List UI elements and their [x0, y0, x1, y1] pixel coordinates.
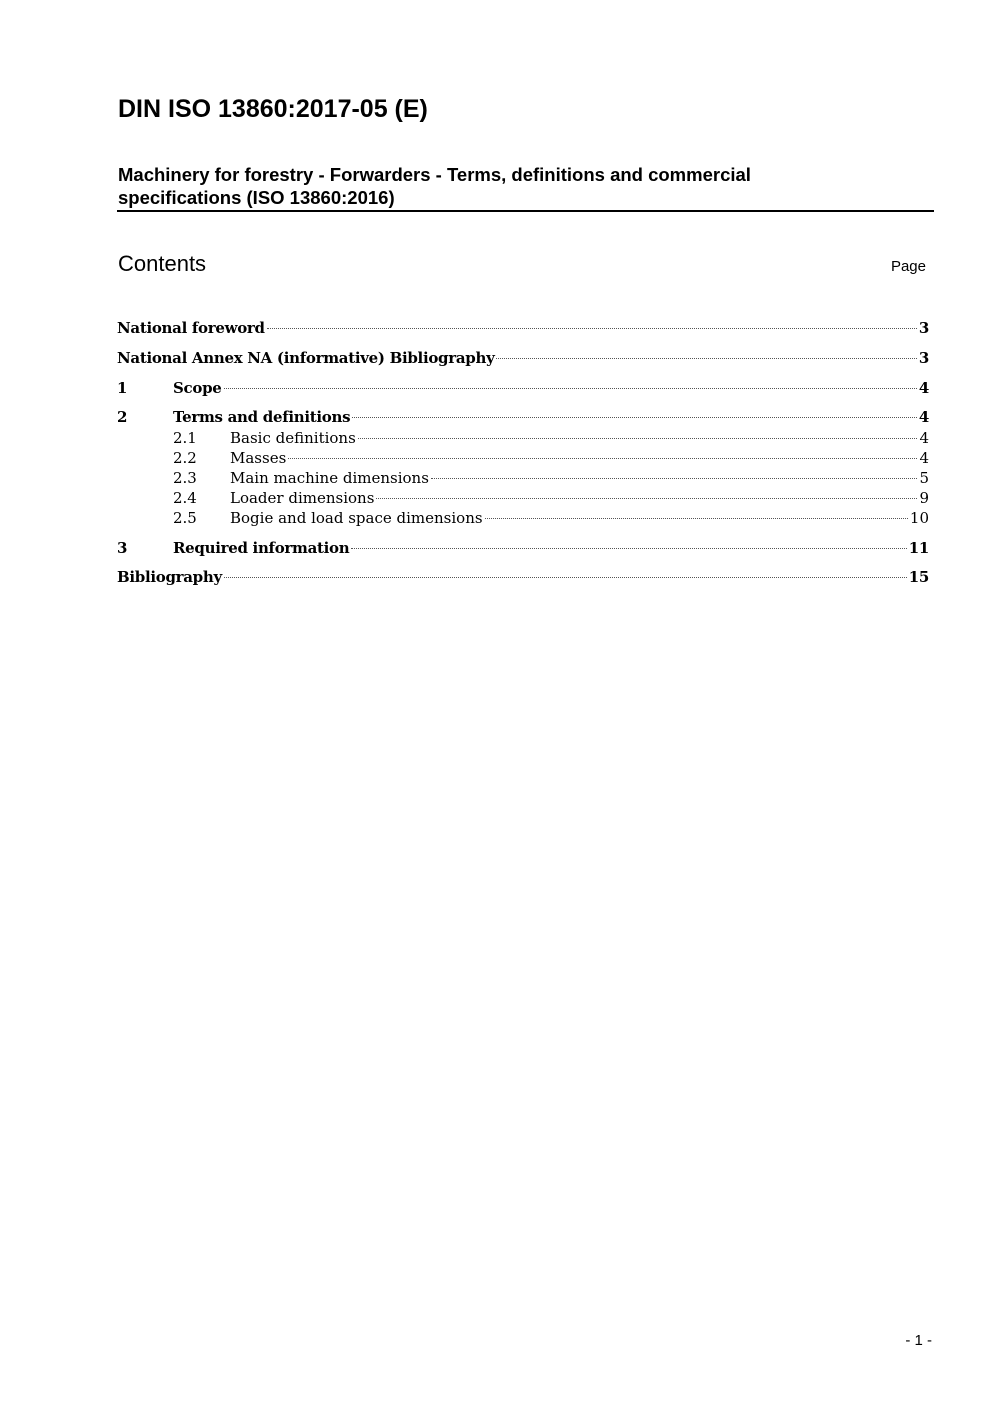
toc-entry-text: Bibliography: [117, 568, 222, 586]
toc-entry-basic-definitions[interactable]: [117, 428, 929, 448]
toc-entry-number: 2.1: [173, 429, 197, 447]
toc-entry-number: 2.5: [173, 509, 197, 527]
toc-entry-page: 3: [918, 319, 929, 337]
toc-entry-page: 9: [919, 489, 929, 507]
toc-entry-page: 4: [918, 408, 929, 426]
toc-entry-text: National foreword: [117, 319, 265, 337]
toc-dot-leader: [351, 548, 906, 549]
toc-entry-text: National Annex NA (informative) Bibliography: [117, 349, 495, 367]
toc-entry-page: 11: [908, 539, 929, 557]
toc-entry-number: 2.2: [173, 449, 197, 467]
toc-entry-page: 4: [919, 449, 929, 467]
contents-heading: Contents: [118, 251, 207, 276]
toc-entry-page: 3: [918, 349, 929, 367]
toc-dot-leader: [224, 577, 907, 578]
toc-entry-main-machine-dimensions[interactable]: [117, 468, 929, 488]
toc-entry-national-foreword[interactable]: [117, 318, 929, 338]
toc-entry-text: Basic definitions: [230, 429, 356, 447]
toc-entry-text: Bogie and load space dimensions: [230, 509, 483, 527]
toc-entry-required-information[interactable]: [117, 538, 929, 558]
toc-entry-text: Terms and definitions: [173, 408, 351, 426]
document-id: DIN ISO 13860:2017-05 (E): [118, 95, 428, 123]
toc-entry-number: 2.4: [173, 489, 197, 507]
toc-entry-number: 1: [117, 379, 128, 397]
toc-dot-leader: [358, 438, 918, 439]
toc-entry-text: Masses: [230, 449, 287, 467]
toc-dot-leader: [376, 498, 917, 499]
toc-entry-page: 4: [918, 379, 929, 397]
toc-entry-text: Loader dimensions: [230, 489, 375, 507]
toc-entry-bogie-and-load-space[interactable]: [117, 508, 929, 528]
toc-entry-page: 10: [909, 509, 929, 527]
toc-dot-leader: [485, 518, 908, 519]
toc-dot-leader: [224, 388, 917, 389]
toc-dot-leader: [288, 458, 917, 459]
toc-entry-terms-and-definitions[interactable]: [117, 407, 929, 427]
toc-dot-leader: [267, 328, 917, 329]
toc-entry-scope[interactable]: [117, 378, 929, 398]
page-number: - 1 -: [905, 1332, 932, 1349]
toc-entry-text: Scope: [173, 379, 222, 397]
page-column-heading: Page: [890, 258, 926, 275]
toc-entry-number: 3: [117, 539, 128, 557]
toc-entry-page: 4: [919, 429, 929, 447]
document-title: Machinery for forestry - Forwarders - Terms, definitions and commercial specifications (ISO 13860:2016): [118, 164, 751, 208]
toc-entry-page: 5: [919, 469, 929, 487]
toc-entry-bibliography[interactable]: [117, 567, 929, 587]
toc-entry-loader-dimensions[interactable]: [117, 488, 929, 508]
toc-entry-text: Main machine dimensions: [230, 469, 429, 487]
toc-entry-page: 15: [908, 568, 929, 586]
toc-entry-masses[interactable]: [117, 448, 929, 468]
title-divider: [117, 210, 934, 212]
toc-dot-leader: [431, 478, 918, 479]
toc-entry-number: 2.3: [173, 469, 197, 487]
toc-entry-text: Required information: [173, 539, 350, 557]
toc-dot-leader: [496, 358, 916, 359]
toc-dot-leader: [352, 417, 917, 418]
toc-entry-national-annex[interactable]: [117, 348, 929, 368]
toc-entry-number: 2: [117, 408, 128, 426]
